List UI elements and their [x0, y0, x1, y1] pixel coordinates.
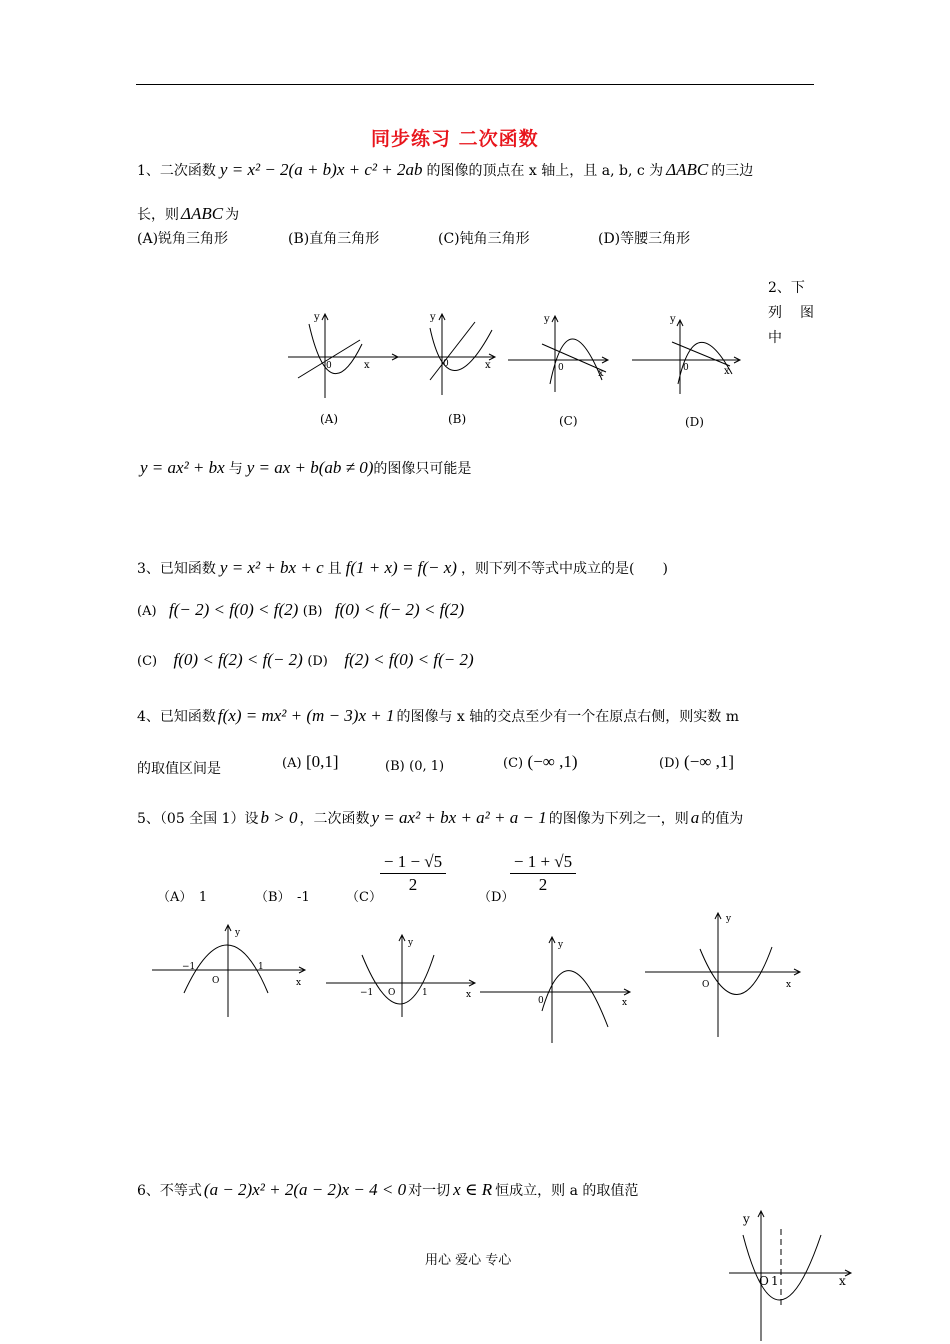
q2-formula2: y = ax + b(ab ≠ 0): [246, 458, 374, 477]
q5-suffix2: 的值为: [701, 811, 744, 827]
q3-opt-d-label: (D): [307, 654, 328, 669]
q2-line: [140, 458, 471, 478]
q1-option-a: (A)锐角三角形: [137, 231, 229, 247]
q1-option-c: (C)钝角三角形: [438, 231, 530, 247]
q2-head-1: 2、下: [768, 280, 805, 296]
q4-line1: [137, 706, 739, 726]
q3-line: [137, 558, 668, 578]
q3-formula: y = x² + bx + c: [219, 558, 324, 577]
q2-graph-c: [508, 316, 608, 392]
q5-graph-4: [645, 913, 800, 1037]
q5-frac-c-num: − 1 − √5: [383, 852, 443, 871]
q2-d-x: x: [724, 366, 730, 377]
q4-opt-c-label: (C): [503, 756, 524, 771]
q2-graph-d: [632, 320, 740, 394]
q4-opt-c-expr: (−∞ ,1): [527, 752, 578, 771]
q5-frac-d-den: 2: [538, 875, 548, 894]
q5-frac-c: [378, 852, 448, 895]
q1-triangle: ΔABC: [666, 160, 709, 179]
q2-a-x: x: [364, 360, 370, 371]
q4-opt-a: [282, 752, 339, 772]
q3-connector: 且: [327, 561, 342, 577]
q2-label-c: (C): [559, 414, 578, 428]
q6-x-label: x: [839, 1274, 846, 1288]
header-rule: [136, 84, 814, 85]
q3-opt-a: f(− 2) < f(0) < f(2): [169, 600, 299, 619]
q5-frac-c-den: 2: [408, 875, 418, 894]
q5-g1-p1: 1: [258, 962, 264, 972]
q6-o-label: O: [759, 1274, 769, 1288]
q3-opt-c: f(0) < f(2) < f(− 2): [173, 650, 303, 669]
q2-head-2: 列 图: [768, 305, 816, 321]
q2-label-b: (B): [448, 412, 467, 426]
q2-label-a: (A): [320, 412, 339, 426]
q5-prefix: 5、（05 全国 1）设: [137, 811, 259, 827]
q3-suffix: ，则下列不等式中成立的是( ): [460, 561, 668, 577]
q5-g4-x: x: [786, 980, 792, 990]
q5-opt-b: （B） -1: [255, 890, 310, 905]
q2-c-o: 0: [558, 363, 564, 373]
q2-d-y: y: [670, 314, 676, 325]
q4-opt-a-label: (A): [282, 756, 302, 771]
q3-opt-b-label: (B): [302, 604, 323, 619]
q6-prefix: 6、不等式: [137, 1183, 202, 1199]
q5-g4-o: O: [702, 980, 710, 990]
q1-formula: y = x² − 2(a + b)x + c² + 2ab: [219, 160, 423, 179]
q2-connector: 与: [228, 461, 243, 477]
q4-opt-d: [659, 752, 734, 772]
q5-g3-x: x: [622, 998, 628, 1008]
q5-g4-y: y: [726, 914, 732, 924]
q5-g2-x: x: [466, 990, 472, 1000]
q2-a-o: 0: [326, 361, 332, 371]
q5-g2-y: y: [408, 938, 414, 948]
q1-middle: 的图像的顶点在 x 轴上，且 a, b, c 为: [426, 163, 664, 179]
q5-g1-m1: −1: [182, 962, 196, 972]
q2-a-y: y: [314, 312, 320, 323]
q1-line2-tri: ΔABC: [181, 204, 224, 223]
q3-condition: f(1 + x) = f(− x): [345, 558, 457, 577]
q2-head-3: 中: [768, 330, 782, 346]
q5-g2-o: O: [388, 988, 396, 998]
q3-options-row2: [137, 650, 474, 670]
q5-frac-d-bar: [510, 873, 576, 874]
q6-line: [137, 1180, 638, 1200]
q5-g3-y: y: [558, 940, 564, 950]
q5-middle: ，二次函数: [299, 811, 370, 827]
q1-suffix: 的三边: [711, 163, 754, 179]
q4-opt-d-expr: (−∞ ,1]: [684, 752, 735, 771]
q3-opt-a-label: (A): [137, 604, 157, 619]
q5-g1-x: x: [296, 978, 302, 988]
q2-graph-b: [392, 314, 495, 395]
q3-opt-b: f(0) < f(− 2) < f(2): [334, 600, 465, 619]
q4-formula: f(x) = mx² + (m − 3)x + 1: [217, 706, 395, 725]
q5-opt-d: （D）: [478, 890, 515, 905]
q5-opt-a: （A） 1: [157, 890, 208, 905]
q5-frac-d-num: − 1 + √5: [513, 852, 573, 871]
q4-suffix: 的图像与 x 轴的交点至少有一个在原点右侧，则实数 m: [396, 709, 739, 725]
q1-option-d: (D)等腰三角形: [598, 231, 691, 247]
q1-line1: [137, 160, 753, 180]
q2-c-x: x: [598, 368, 604, 379]
q5-graph-1: [152, 925, 305, 1017]
q5-formula: y = ax² + bx + a² + a − 1: [371, 808, 547, 827]
q5-graph-3: [480, 937, 630, 1043]
q4-prefix: 4、已知函数: [137, 709, 216, 725]
q5-g2-m1: −1: [360, 988, 374, 998]
q2-b-o: 0: [443, 359, 449, 369]
q6-one-label: 1: [771, 1274, 779, 1288]
q3-opt-d: f(2) < f(0) < f(− 2): [344, 650, 474, 669]
q3-options-row1: [137, 600, 464, 620]
page-title: 同步练习 二次函数: [371, 128, 539, 150]
q2-formula1: y = ax² + bx: [140, 458, 225, 477]
q1-prefix: 1、二次函数: [137, 163, 216, 179]
q1-line2-suffix: 为: [225, 207, 240, 223]
q5-suffix: 的图像为下列之一，则: [548, 811, 689, 827]
q5-g1-o: O: [212, 976, 220, 986]
q6-cond: x ∈ R: [453, 1180, 493, 1199]
q2-label-d: (D): [685, 415, 704, 429]
q5-g3-o: 0: [538, 996, 544, 1006]
q4-opt-d-label: (D): [659, 756, 680, 771]
q5-g1-y: y: [235, 928, 241, 938]
q2-suffix: 的图像只可能是: [373, 461, 472, 477]
q5-graph-2: [326, 935, 475, 1017]
q2-graph-a: [288, 314, 398, 398]
q5-line: [137, 808, 743, 828]
q6-suffix: 恒成立，则 a 的取值范: [495, 1183, 639, 1199]
q1-line2: [137, 204, 239, 224]
q6-middle: 对一切: [408, 1183, 451, 1199]
q3-prefix: 3、已知函数: [137, 561, 216, 577]
q4-line2: 的取值区间是: [137, 761, 221, 777]
q5-frac-d: [508, 852, 578, 895]
q5-var: a: [690, 808, 700, 827]
q1-line2-prefix: 长，则: [137, 207, 179, 223]
q2-b-x: x: [485, 360, 491, 371]
q5-frac-c-bar: [380, 873, 446, 874]
q2-graphs: [280, 300, 760, 440]
q4-opt-b: [385, 758, 444, 774]
q4-opt-c: [503, 752, 578, 772]
q6-y-label: y: [743, 1212, 750, 1226]
q5-graphs: [140, 905, 810, 1050]
q6-graph: [725, 1205, 855, 1344]
q2-b-y: y: [430, 312, 436, 323]
q6-formula: (a − 2)x² + 2(a − 2)x − 4 < 0: [203, 1180, 407, 1199]
q5-cond: b > 0: [260, 808, 298, 827]
q5-g2-p1: 1: [422, 988, 428, 998]
q4-opt-b-label: (B): [385, 759, 405, 774]
q5-opt-c: （C）: [346, 890, 382, 905]
q4-opt-a-expr: [0,1]: [306, 752, 339, 771]
footer-text: 用心 爱心 专心: [425, 1253, 512, 1268]
q2-c-y: y: [544, 314, 550, 325]
q2-d-o: 0: [683, 363, 689, 373]
q4-opt-b-expr: (0, 1): [409, 759, 445, 774]
q1-option-b: (B)直角三角形: [288, 231, 380, 247]
q3-opt-c-label: (C): [137, 654, 158, 669]
